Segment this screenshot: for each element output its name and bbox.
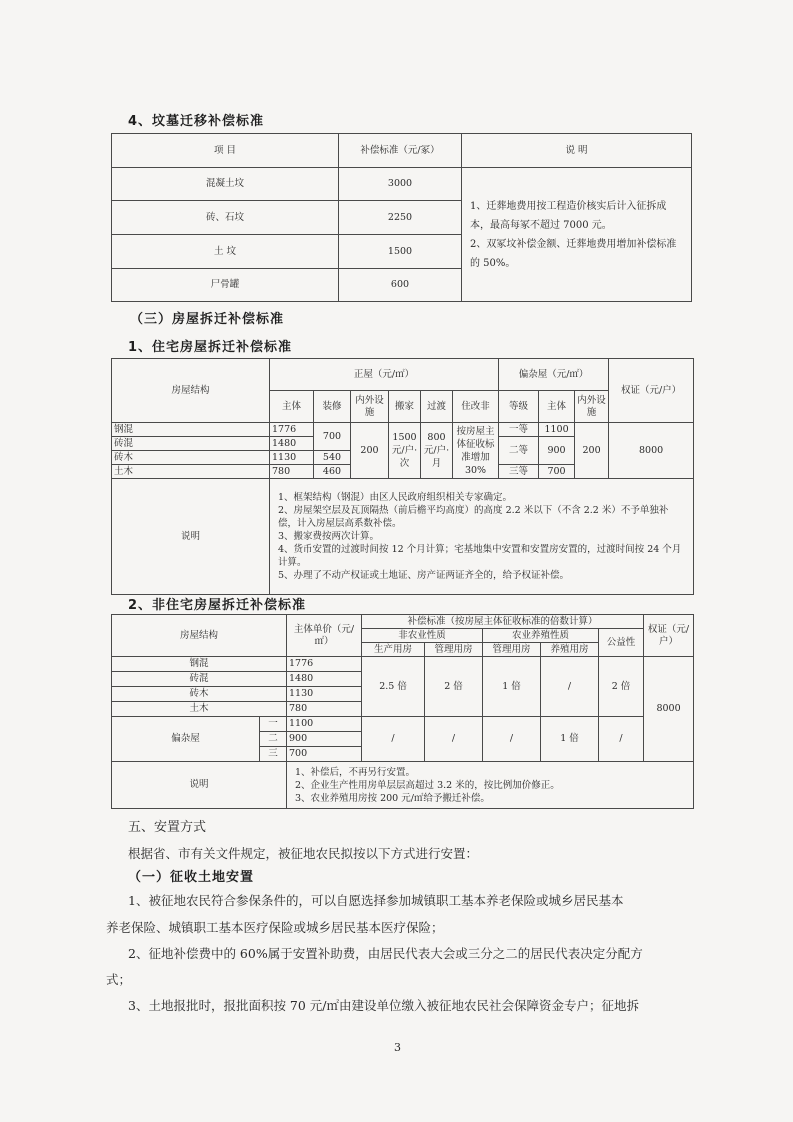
header-decoration: 装修 [314, 391, 351, 423]
side-house-label: 偏杂屋 [112, 717, 260, 762]
note: 3、农业养殖用房按 200 元/㎡给予搬迁补偿。 [295, 792, 490, 804]
note: 2、房屋架空层及瓦顶隔热（前后檐平均高度）的高度 2.2 米以下（不含 2.2 米）不予单独补偿，计入房屋层高系数补偿。 [278, 505, 669, 529]
land-resettlement-heading: （一）征收土地安置 [128, 870, 255, 885]
header-side-house: 偏杂屋（元/㎡） [499, 359, 609, 391]
unit-price: 1130 [287, 687, 362, 702]
heading-grave-relocation: 4、坟墓迁移补偿标准 [128, 114, 265, 129]
non-residential-value: 按房屋主体征收标准增加30% [453, 423, 499, 479]
side-main-price: 700 [539, 465, 575, 479]
side-grade: 一 [260, 717, 287, 732]
unit-price: 1776 [287, 657, 362, 672]
header-compensation-group: 补偿标准（按房屋主体征收标准的倍数计算） [362, 615, 644, 629]
grave-item: 砖、石坟 [112, 201, 339, 235]
certificate-value: 8000 [609, 423, 694, 479]
moving-value: 1500元/户·次 [389, 423, 421, 479]
side-management-agri: / [483, 717, 541, 762]
structure-name: 土木 [112, 465, 270, 479]
management-agri-multiple: 1 倍 [483, 657, 541, 717]
page-number: 3 [394, 1041, 401, 1054]
certificate-value: 8000 [644, 657, 694, 762]
main-price: 1130 [270, 451, 314, 465]
main-price: 1480 [270, 437, 314, 451]
grave-item: 土 坟 [112, 235, 339, 269]
grave-value: 3000 [339, 168, 462, 201]
header-item: 项 目 [112, 134, 339, 168]
header-management: 管理用房 [425, 643, 483, 657]
header-structure: 房屋结构 [112, 615, 287, 657]
header-breeding: 养殖用房 [541, 643, 599, 657]
main-price: 780 [270, 465, 314, 479]
management-multiple: 2 倍 [425, 657, 483, 717]
header-transition: 过渡 [421, 391, 453, 423]
paragraph-2a: 2、征地补偿费中的 60%属于安置补助费，由居民代表大会或三分之二的居民代表决定分配方 [128, 946, 643, 961]
header-structure: 房屋结构 [112, 359, 270, 423]
grave-value: 600 [339, 269, 462, 302]
side-main-price: 1100 [539, 423, 575, 437]
side-management: / [425, 717, 483, 762]
note: 5、办理了不动产权证或土地证、房产证两证齐全的，给予权证补偿。 [278, 570, 570, 581]
side-production: / [362, 717, 425, 762]
grave-note-1: 1、迁葬地费用按工程造价核实后计入征拆成本，最高每冢不超过 7000 元。 [470, 200, 667, 231]
breeding-multiple: / [541, 657, 599, 717]
note: 1、框架结构（钢混）由区人民政府组织相关专家确定。 [278, 492, 513, 503]
header-facilities: 内外设施 [351, 391, 389, 423]
notes-label: 说明 [112, 762, 287, 809]
side-facilities-value: 200 [575, 423, 609, 479]
grave-item: 尸骨罐 [112, 269, 339, 302]
non-residential-notes [287, 762, 694, 809]
residential-notes [270, 479, 694, 595]
note: 3、搬家费按两次计算。 [278, 531, 380, 542]
notes-label: 说明 [112, 479, 270, 595]
side-grade: 三 [260, 747, 287, 762]
paragraph-2b: 式； [106, 972, 132, 987]
heading-residential: 1、住宅房屋拆迁补偿标准 [128, 340, 293, 355]
side-price: 1100 [287, 717, 362, 732]
header-unit-price: 主体单价（元/㎡） [287, 615, 362, 657]
note: 2、企业生产性用房单层层高超过 3.2 米的，按比例加价修正。 [295, 779, 560, 791]
transition-value: 800元/户·月 [421, 423, 453, 479]
grave-item: 混凝土坟 [112, 168, 339, 201]
side-main-price: 900 [539, 437, 575, 465]
grave-note-2: 2、双冢坟补偿金额、迁葬地费用增加补偿标准的 50%。 [470, 238, 677, 269]
non-residential-compensation-table [111, 614, 694, 809]
structure-name: 砖混 [112, 672, 287, 687]
header-production: 生产用房 [362, 643, 425, 657]
structure-name: 钢混 [112, 657, 287, 672]
structure-name: 砖木 [112, 687, 287, 702]
residential-compensation-table [111, 358, 694, 595]
unit-price: 780 [287, 702, 362, 717]
heading-non-residential: 2、非住宅房屋拆迁补偿标准 [128, 598, 307, 613]
side-price: 900 [287, 732, 362, 747]
header-public-welfare: 公益性 [599, 629, 644, 657]
main-price: 1776 [270, 423, 314, 437]
header-side-facilities: 内外设施 [575, 391, 609, 423]
header-agricultural: 农业养殖性质 [483, 629, 599, 643]
structure-name: 钢混 [112, 423, 270, 437]
decoration-b: 540 [314, 451, 351, 465]
grave-compensation-table [111, 133, 692, 302]
production-multiple: 2.5 倍 [362, 657, 425, 717]
side-grade: 二等 [499, 437, 539, 465]
facilities-value: 200 [351, 423, 389, 479]
header-standard: 补偿标准（元/冢） [339, 134, 462, 168]
header-note: 说 明 [462, 134, 692, 168]
grave-value: 1500 [339, 235, 462, 269]
grave-notes [462, 168, 692, 302]
note: 1、补偿后，不再另行安置。 [295, 766, 416, 778]
header-main: 主体 [270, 391, 314, 423]
note: 4、货币安置的过渡时间按 12 个月计算；宅基地集中安置和安置房安置的，过渡时间按 24 个月计算。 [278, 544, 682, 568]
section-five-heading: 五、安置方式 [128, 820, 207, 835]
decoration-c: 460 [314, 465, 351, 479]
header-moving: 搬家 [389, 391, 421, 423]
side-price: 700 [287, 747, 362, 762]
unit-price: 1480 [287, 672, 362, 687]
structure-name: 砖木 [112, 451, 270, 465]
public-multiple: 2 倍 [599, 657, 644, 717]
section-five-intro: 根据省、市有关文件规定，被征地农民拟按以下方式进行安置： [128, 846, 479, 861]
grave-value: 2250 [339, 201, 462, 235]
side-public: / [599, 717, 644, 762]
header-grade: 等级 [499, 391, 539, 423]
side-grade: 一等 [499, 423, 539, 437]
header-management-agri: 管理用房 [483, 643, 541, 657]
side-breeding: 1 倍 [541, 717, 599, 762]
header-side-main: 主体 [539, 391, 575, 423]
structure-name: 砖混 [112, 437, 270, 451]
paragraph-3: 3、土地报批时，报批面积按 70 元/㎡由建设单位缴入被征地农民社会保障资金专户；征地拆 [128, 998, 640, 1013]
structure-name: 土木 [112, 702, 287, 717]
header-non-residential: 住改非 [453, 391, 499, 423]
heading-house-demolition: （三）房屋拆迁补偿标准 [130, 312, 285, 327]
side-grade: 三等 [499, 465, 539, 479]
header-main-house: 正屋（元/㎡） [270, 359, 499, 391]
paragraph-1a: 1、被征地农民符合参保条件的，可以自愿选择参加城镇职工基本养老保险或城乡居民基本 [128, 893, 624, 908]
header-non-agricultural: 非农业性质 [362, 629, 483, 643]
paragraph-1b: 养老保险、城镇职工基本医疗保险或城乡居民基本医疗保险； [106, 920, 444, 935]
decoration-a: 700 [314, 423, 351, 451]
header-certificate: 权证（元/户） [644, 615, 694, 657]
side-grade: 二 [260, 732, 287, 747]
header-certificate: 权证（元/户） [609, 359, 694, 423]
